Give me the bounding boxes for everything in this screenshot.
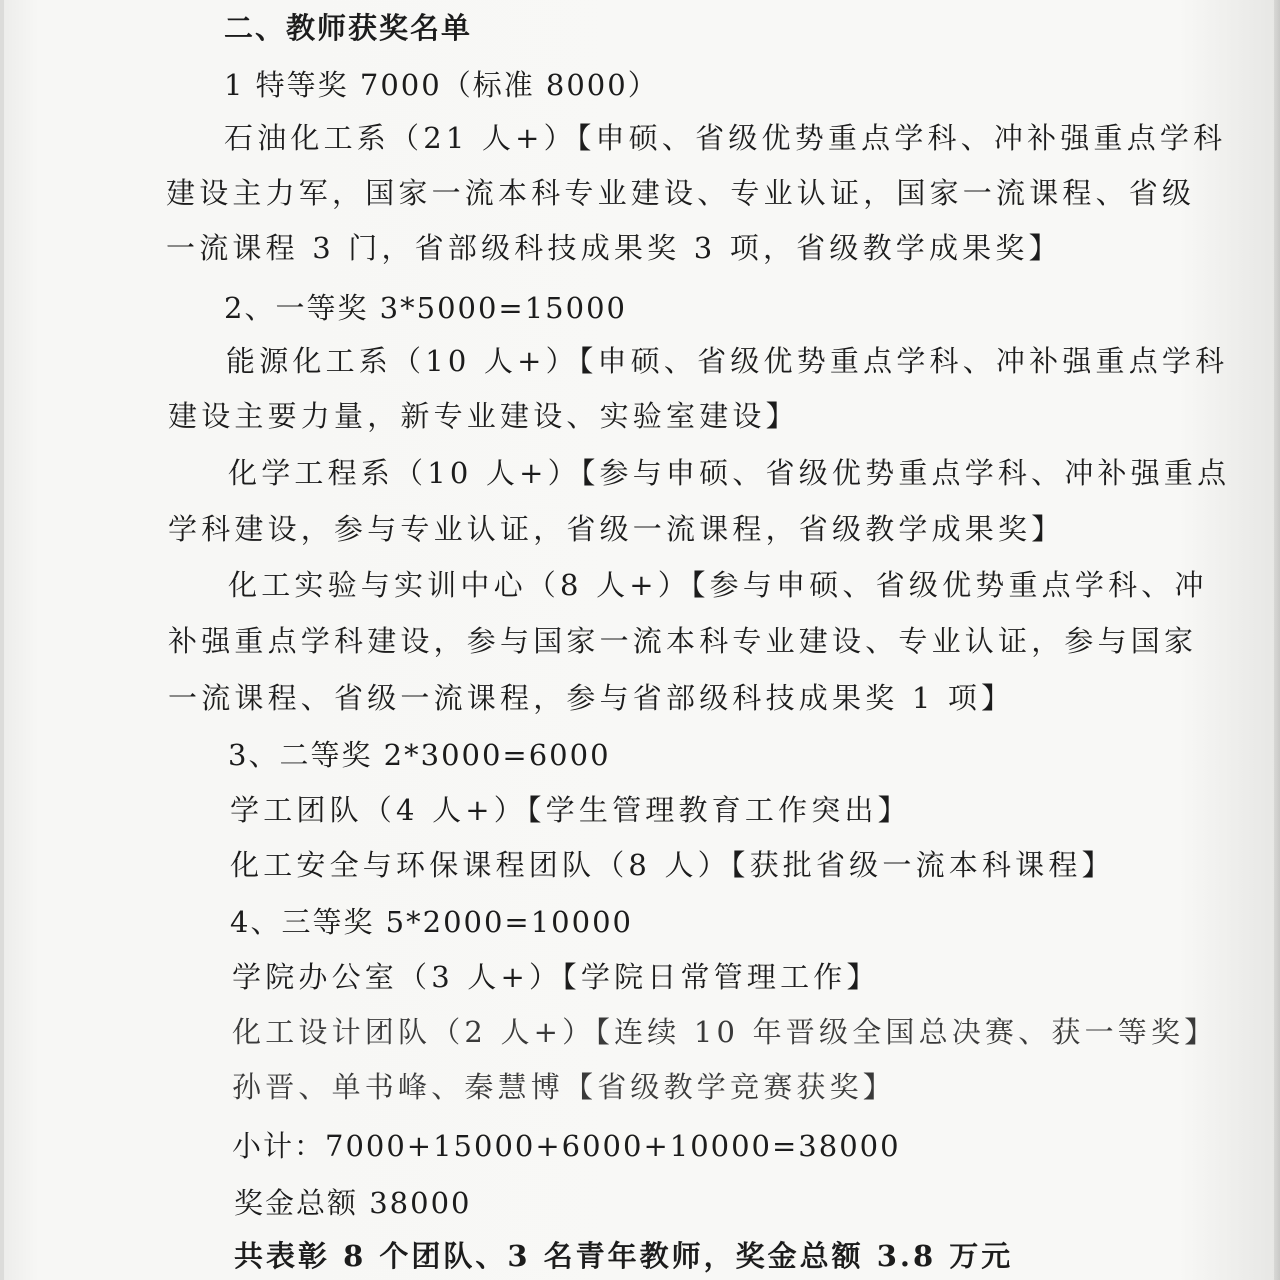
first-prize-line: 建设主要力量，新专业建设、实验室建设】 (168, 399, 799, 433)
special-prize-line: 一流课程 3 门，省部级科技成果奖 3 项，省级教学成果奖】 (166, 231, 1062, 265)
first-prize-line: 学科建设，参与专业认证，省级一流课程，省级教学成果奖】 (168, 512, 1065, 546)
scan-edge-right (1274, 0, 1280, 1280)
first-prize-line: 化学工程系（10 人+）【参与申硕、省级优势重点学科、冲补强重点 (228, 456, 1231, 490)
summary: 共表彰 8 个团队、3 名青年教师，奖金总额 3.8 万元 (234, 1239, 1014, 1273)
first-prize-line: 能源化工系（10 人+）【申硕、省级优势重点学科、冲补强重点学科 (226, 344, 1229, 378)
third-prize-line: 化工设计团队（2 人+）【连续 10 年晋级全国总决赛、获一等奖】 (232, 1015, 1218, 1049)
special-prize-line: 石油化工系（21 人+）【申硕、省级优势重点学科、冲补强重点学科 (224, 121, 1227, 155)
third-prize-line: 学院办公室（3 人+）【学院日常管理工作】 (232, 960, 880, 994)
first-prize-heading: 2、一等奖 3*5000=15000 (224, 291, 627, 325)
first-prize-line: 补强重点学科建设，参与国家一流本科专业建设、专业认证，参与国家 (168, 624, 1198, 658)
subtotal: 小计：7000+15000+6000+10000=38000 (232, 1129, 901, 1163)
first-prize-line: 化工实验与实训中心（8 人+）【参与申硕、省级优势重点学科、冲 (228, 568, 1208, 602)
prize-total: 奖金总额 38000 (234, 1186, 472, 1220)
first-prize-line: 一流课程、省级一流课程，参与省部级科技成果奖 1 项】 (168, 681, 1015, 715)
section-title: 二、教师获奖名单 (224, 11, 473, 45)
second-prize-heading: 3、二等奖 2*3000=6000 (228, 738, 611, 772)
special-prize-heading: 1 特等奖 7000（标准 8000） (224, 68, 659, 102)
second-prize-line: 学工团队（4 人+）【学生管理教育工作突出】 (230, 793, 911, 827)
scan-edge-left (0, 0, 4, 1280)
third-prize-line: 孙晋、单书峰、秦慧博【省级教学竞赛获奖】 (232, 1070, 897, 1104)
third-prize-heading: 4、三等奖 5*2000=10000 (230, 905, 633, 939)
special-prize-line: 建设主力军，国家一流本科专业建设、专业认证，国家一流课程、省级 (166, 176, 1196, 210)
second-prize-line: 化工安全与环保课程团队（8 人）【获批省级一流本科课程】 (230, 848, 1115, 882)
